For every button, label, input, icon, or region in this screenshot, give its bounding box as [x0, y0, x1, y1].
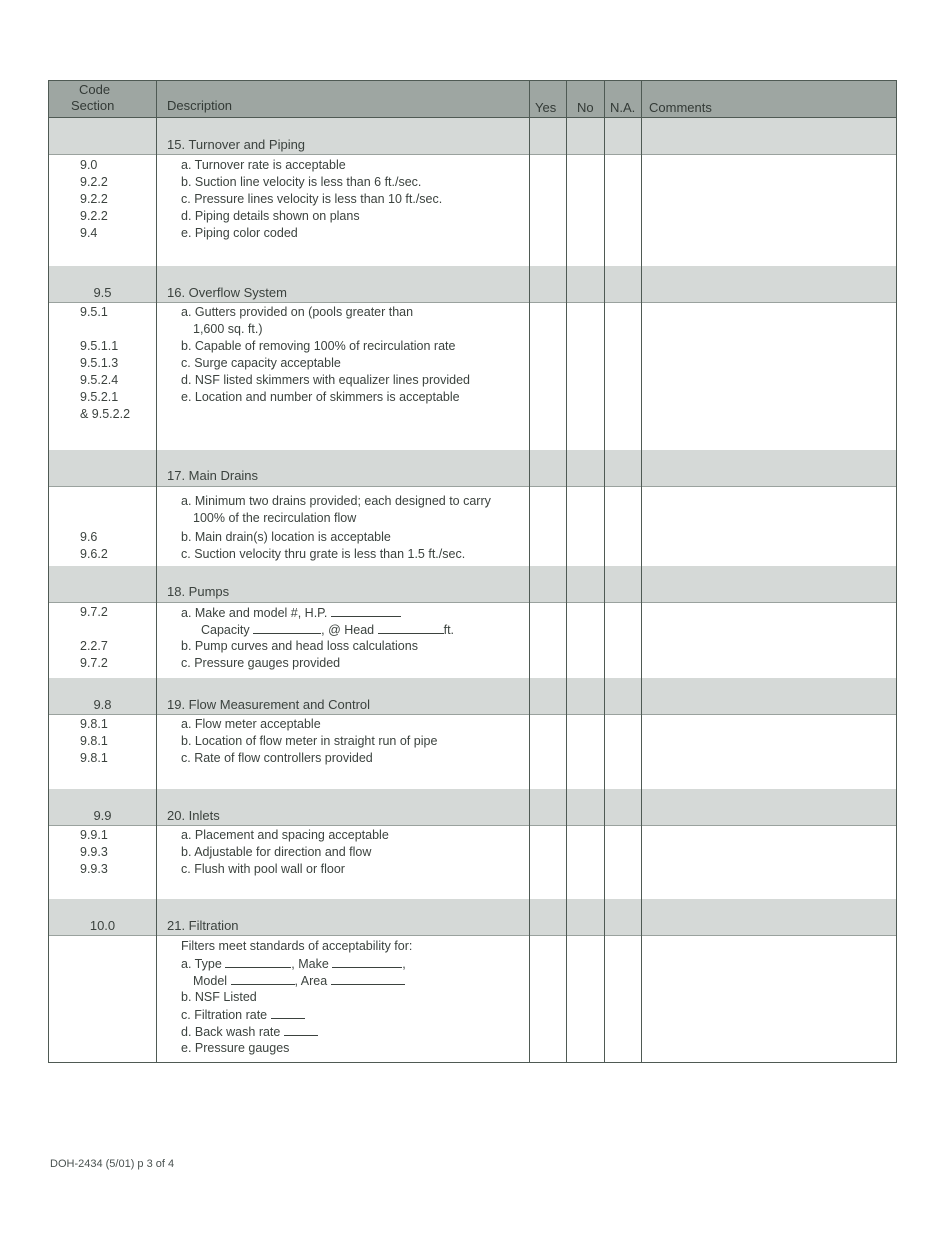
header-description: Description: [167, 98, 233, 113]
item-list: [181, 827, 389, 878]
section-title: 15. Turnover and Piping: [167, 137, 306, 152]
section-code: 10.0: [89, 918, 116, 933]
section-code: 9.9: [93, 808, 112, 823]
list-item: Filters meet standards of acceptability for:: [181, 939, 413, 953]
code-list: [80, 157, 108, 242]
list-item: b. NSF Listed: [181, 990, 257, 1004]
list-item: c. Pressure gauges provided: [181, 656, 341, 670]
list-item: e. Location and number of skimmers is acceptable: [181, 390, 460, 404]
code-item: 2.2.7: [80, 639, 108, 653]
code-item: 9.0: [80, 158, 98, 172]
area-label: , Area: [294, 974, 328, 988]
column-divider: [641, 81, 642, 1062]
header-comments: Comments: [649, 100, 712, 115]
code-item: 9.9.1: [80, 828, 108, 842]
list-item: b. Pump curves and head loss calculations: [181, 639, 418, 653]
list-item: a. Placement and spacing acceptable: [181, 828, 389, 842]
item-list: [181, 304, 470, 406]
item-list: [181, 716, 437, 767]
code-item: 9.4: [80, 226, 98, 240]
code-item: 9.5.1: [80, 305, 108, 319]
list-item: 100% of the recirculation flow: [193, 511, 357, 525]
list-item: [181, 1006, 412, 1023]
make-blank[interactable]: [332, 955, 402, 968]
section-title: 19. Flow Measurement and Control: [167, 697, 371, 712]
code-item: 9.5.2.1: [80, 390, 119, 404]
code-list: [80, 716, 108, 767]
list-item: b. Capable of removing 100% of recirculation rate: [181, 339, 456, 353]
code-list: [80, 827, 108, 878]
list-item: c. Rate of flow controllers provided: [181, 751, 373, 765]
code-list: [80, 604, 108, 672]
list-item: a. Minimum two drains provided; each designed to carry: [181, 494, 491, 508]
area-blank[interactable]: [331, 972, 405, 985]
type-label: a. Type: [181, 957, 222, 971]
filtration-rate-label: c. Filtration rate: [181, 1008, 268, 1022]
code-item: [80, 621, 108, 638]
code-item: 9.9.3: [80, 845, 108, 859]
item-list: [181, 493, 491, 563]
header-na: N.A.: [610, 100, 636, 115]
list-item: 1,600 sq. ft.): [193, 322, 263, 336]
make-model-blank[interactable]: [331, 604, 401, 617]
list-item: [181, 621, 454, 638]
section-title: 17. Main Drains: [167, 468, 259, 483]
section-title: 18. Pumps: [167, 584, 230, 599]
code-item: 9.5.1.3: [80, 356, 119, 370]
model-label: Model: [193, 974, 228, 988]
list-item: c. Surge capacity acceptable: [181, 356, 341, 370]
header-no: No: [577, 100, 594, 115]
code-item: 9.8.1: [80, 734, 108, 748]
code-item: 9.2.2: [80, 192, 108, 206]
item-list: [181, 604, 454, 672]
section-title: 20. Inlets: [167, 808, 220, 823]
list-item: c. Flush with pool wall or floor: [181, 862, 345, 876]
list-item: b. Suction line velocity is less than 6 ft./sec.: [181, 175, 422, 189]
section-code: 9.5: [93, 285, 112, 300]
list-item: c. Pressure lines velocity is less than 10 ft./sec.: [181, 192, 443, 206]
code-item: [80, 510, 108, 527]
list-item: [181, 604, 454, 621]
back-wash-rate-blank[interactable]: [284, 1023, 318, 1036]
section-title: 16. Overflow System: [167, 285, 287, 300]
code-item: 9.2.2: [80, 209, 108, 223]
list-item: a. Flow meter acceptable: [181, 717, 321, 731]
code-item: 9.6.2: [80, 547, 108, 561]
list-item: [181, 972, 412, 989]
code-item: [80, 321, 130, 338]
capacity-blank[interactable]: [253, 621, 321, 634]
list-item: e. Piping color coded: [181, 226, 298, 240]
list-item: c. Suction velocity thru grate is less than 1.5 ft./sec.: [181, 547, 466, 561]
head-unit: ft.: [443, 623, 455, 637]
list-item: a. Gutters provided on (pools greater than: [181, 305, 414, 319]
code-item: 9.9.3: [80, 862, 108, 876]
column-divider: [156, 81, 157, 1062]
code-item: & 9.5.2.2: [80, 407, 131, 421]
item-list: [181, 938, 412, 1057]
header-section: Section: [71, 98, 115, 113]
capacity-label: Capacity: [201, 623, 250, 637]
item-list: [181, 157, 442, 242]
model-blank[interactable]: [231, 972, 295, 985]
header-yes: Yes: [535, 100, 557, 115]
code-item: 9.7.2: [80, 656, 108, 670]
section-code: 9.8: [93, 697, 112, 712]
header-code: Code: [79, 82, 111, 97]
list-item: e. Pressure gauges: [181, 1041, 290, 1055]
list-item: [181, 1023, 412, 1040]
section-title: 21. Filtration: [167, 918, 239, 933]
code-list: [80, 304, 130, 423]
list-item: b. Main drain(s) location is acceptable: [181, 530, 391, 544]
make-comma: ,: [402, 957, 406, 971]
list-item: d. NSF listed skimmers with equalizer lines provided: [181, 373, 470, 387]
list-item: [181, 955, 412, 972]
code-item: 9.2.2: [80, 175, 108, 189]
list-item: b. Location of flow meter in straight run of pipe: [181, 734, 438, 748]
table-header: [49, 81, 896, 118]
column-divider: [566, 81, 567, 1062]
column-divider: [529, 81, 530, 1062]
code-item: 9.6: [80, 530, 98, 544]
head-label: , @ Head: [321, 623, 375, 637]
list-item: a. Turnover rate is acceptable: [181, 158, 346, 172]
code-item: 9.7.2: [80, 605, 108, 619]
code-item: 9.5.2.4: [80, 373, 119, 387]
code-item: 9.5.1.1: [80, 339, 119, 353]
type-blank[interactable]: [225, 955, 291, 968]
checklist-table: [48, 80, 897, 1063]
list-item: d. Piping details shown on plans: [181, 209, 360, 223]
make-model-label: a. Make and model #, H.P.: [181, 606, 328, 620]
back-wash-rate-label: d. Back wash rate: [181, 1025, 281, 1039]
column-divider: [604, 81, 605, 1062]
head-blank[interactable]: [378, 621, 444, 634]
code-item: [80, 493, 108, 510]
code-item: 9.8.1: [80, 751, 108, 765]
make-label: , Make: [291, 957, 329, 971]
form-footer: DOH-2434 (5/01) p 3 of 4: [50, 1158, 175, 1170]
code-list: [80, 493, 108, 563]
filtration-rate-blank[interactable]: [271, 1006, 305, 1019]
list-item: b. Adjustable for direction and flow: [181, 845, 372, 859]
code-item: 9.8.1: [80, 717, 108, 731]
